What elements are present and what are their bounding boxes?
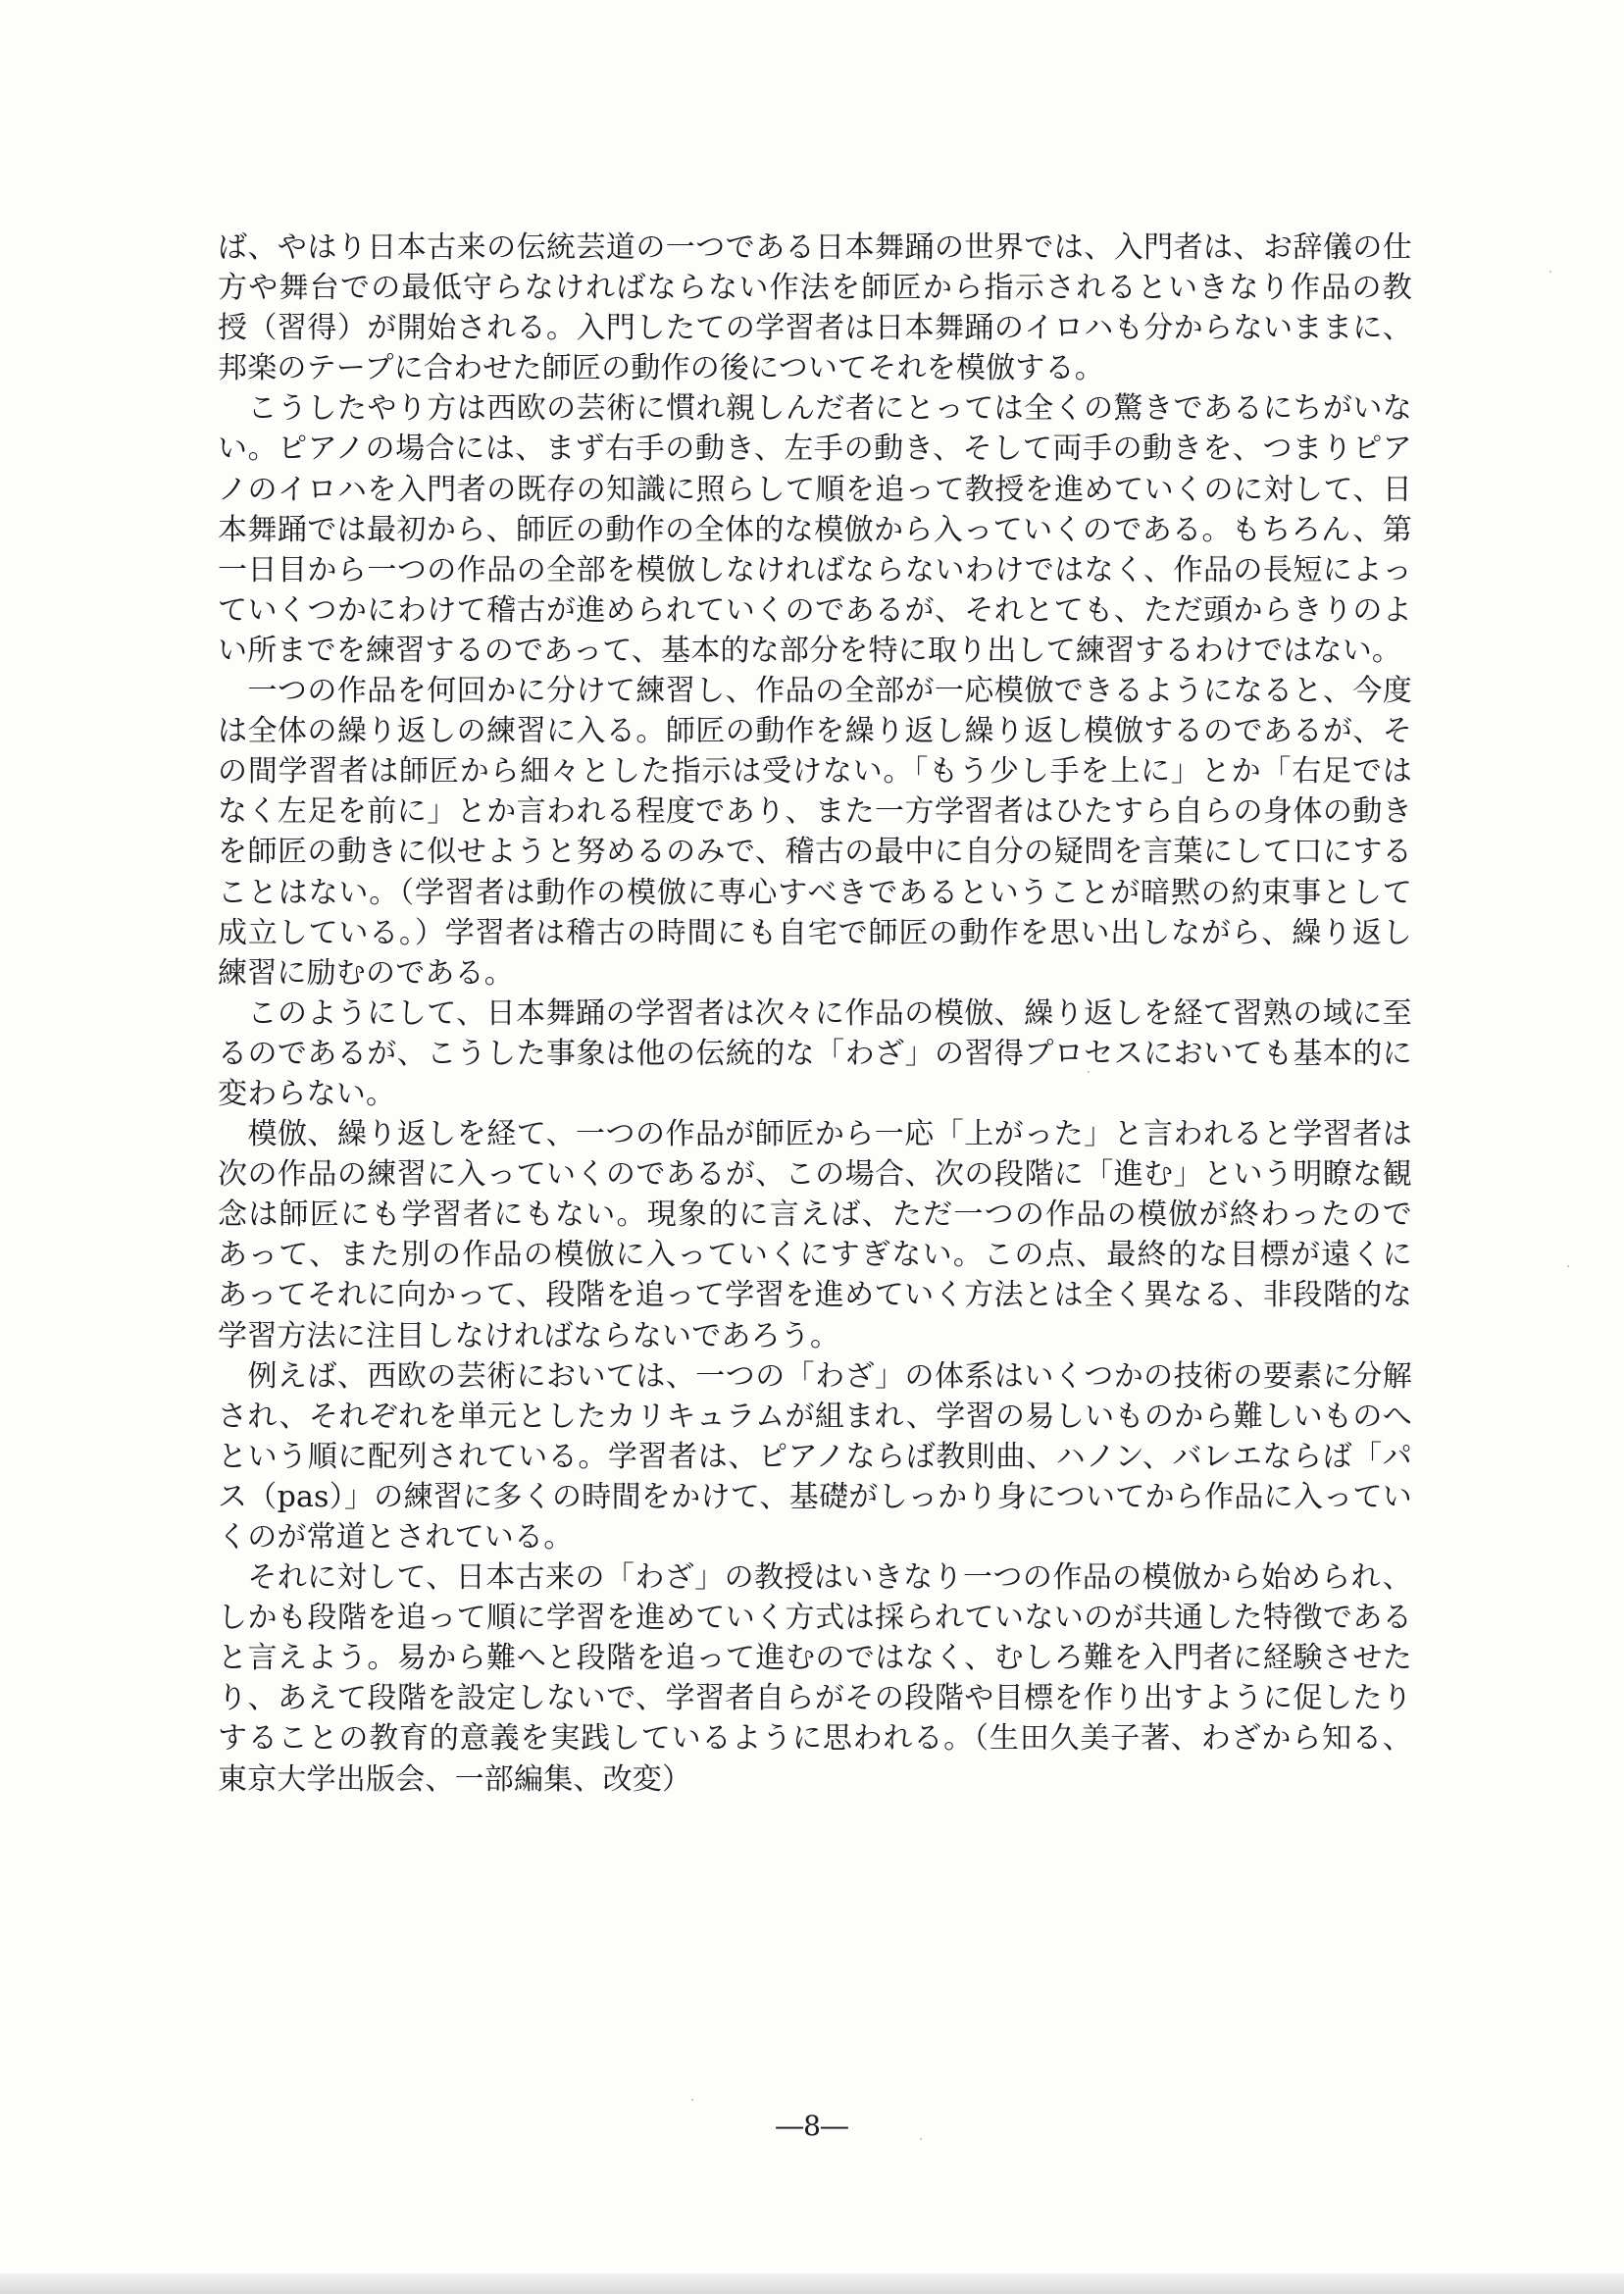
- text-line: ことはない。（学習者は動作の模倣に専心すべきであるということが暗黙の約束事として: [218, 875, 1412, 910]
- text-line: 本舞踊では最初から、師匠の動作の全体的な模倣から入っていくのである。もちろん、第: [218, 512, 1412, 547]
- text-line: それに対して、日本古来の「わざ」の教授はいきなり一つの作品の模倣から始められ、: [218, 1560, 1412, 1596]
- text-line: を師匠の動きに似せようと努めるのみで、稽古の最中に自分の疑問を言葉にして口にする: [218, 835, 1412, 870]
- scan-speck: [1549, 271, 1551, 273]
- text-line: ノのイロハを入門者の既存の知識に照らして順を追って教授を進めていくのに対して、日: [218, 472, 1412, 507]
- text-line: い所までを練習するのであって、基本的な部分を特に取り出して練習するわけではない。: [218, 633, 1402, 668]
- body-text: [218, 228, 1412, 1800]
- text-line: され、それぞれを単元としたカリキュラムが組まれ、学習の易しいものから難しいものへ: [218, 1399, 1412, 1434]
- text-line: あって、また別の作品の模倣に入っていくにすぎない。この点、最終的な目標が遠くに: [218, 1238, 1412, 1273]
- scan-speck: [691, 2099, 693, 2101]
- scan-speck: [1567, 1265, 1569, 1267]
- text-line: という順に配列されている。学習者は、ピアノならば教則曲、ハノン、バレエならば「パ: [218, 1439, 1412, 1474]
- text-line: しかも段階を追って順に学習を進めていく方式は採られていないのが共通した特徴である: [218, 1601, 1412, 1636]
- scan-speck: [920, 2138, 922, 2140]
- text-line: 例えば、西欧の芸術においては、一つの「わざ」の体系はいくつかの技術の要素に分解: [218, 1358, 1412, 1394]
- text-line: 学習方法に注目しなければならないであろう。: [218, 1318, 840, 1353]
- text-line: 念は師匠にも学習者にもない。現象的に言えば、ただ一つの作品の模倣が終わったので: [218, 1198, 1412, 1233]
- text-line: 練習に励むのである。: [218, 955, 514, 991]
- scan-bottom-edge: [0, 2273, 1624, 2294]
- text-line: ば、やはり日本古来の伝統芸道の一つである日本舞踊の世界では、入門者は、お辞儀の仕: [218, 230, 1412, 265]
- text-line: 授（習得）が開始される。入門したての学習者は日本舞踊のイロハも分からないままに、: [218, 311, 1412, 346]
- text-line: 東京大学出版会、一部編集、改変）: [218, 1761, 692, 1797]
- text-line: の間学習者は師匠から細々とした指示は受けない。「もう少し手を上に」とか「右足では: [218, 754, 1412, 790]
- text-line: り、あえて段階を設定しないで、学習者自らがその段階や目標を作り出すように促したり: [218, 1681, 1412, 1716]
- text-line: こうしたやり方は西欧の芸術に慣れ親しんだ者にとっては全くの驚きであるにちがいな: [218, 391, 1412, 427]
- text-line: なく左足を前に」とか言われる程度であり、また一方学習者はひたすら自らの身体の動き: [218, 794, 1412, 830]
- text-line: 次の作品の練習に入っていくのであるが、この場合、次の段階に「進む」という明瞭な観: [218, 1157, 1412, 1193]
- text-line: くのが常道とされている。: [218, 1520, 574, 1555]
- text-line: 邦楽のテープに合わせた師匠の動作の後についてそれを模倣する。: [218, 351, 1104, 386]
- scan-speck: [1088, 1071, 1090, 1073]
- text-line: ス（pas）」の練習に多くの時間をかけて、基礎がしっかり身についてから作品に入ってい: [218, 1479, 1412, 1514]
- text-line: 模倣、繰り返しを経て、一つの作品が師匠から一応「上がった」と言われると学習者は: [218, 1117, 1412, 1152]
- text-line: るのであるが、こうした事象は他の伝統的な「わざ」の習得プロセスにおいても基本的に: [218, 1036, 1412, 1071]
- page-number: ―8―: [776, 2110, 848, 2142]
- text-line: あってそれに向かって、段階を追って学習を進めていく方法とは全く異なる、非段階的な: [218, 1278, 1412, 1313]
- text-line: 成立している。）学習者は稽古の時間にも自宅で師匠の動作を思い出しながら、繰り返し: [218, 915, 1412, 950]
- text-line: 方や舞台での最低守らなければならない作法を師匠から指示されるといきなり作品の教: [218, 271, 1412, 306]
- text-line: このようにして、日本舞踊の学習者は次々に作品の模倣、繰り返しを経て習熟の域に至: [218, 995, 1412, 1031]
- text-line: ていくつかにわけて稽古が進められていくのであるが、それとても、ただ頭からきりのよ: [218, 592, 1412, 628]
- text-line: することの教育的意義を実践しているように思われる。（生田久美子著、わざから知る、: [218, 1721, 1412, 1757]
- text-line: 変わらない。: [218, 1076, 396, 1111]
- text-line: 一日目から一つの作品の全部を模倣しなければならないわけではなく、作品の長短によっ: [218, 552, 1412, 587]
- text-line: と言えよう。易から難へと段階を追って進むのではなく、むしろ難を入門者に経験させた: [218, 1641, 1412, 1676]
- text-line: 一つの作品を何回かに分けて練習し、作品の全部が一応模倣できるようになると、今度: [218, 674, 1412, 709]
- text-line: は全体の繰り返しの練習に入る。師匠の動作を繰り返し繰り返し模倣するのであるが、そ: [218, 714, 1412, 749]
- text-line: い。ピアノの場合には、まず右手の動き、左手の動き、そして両手の動きを、つまりピア: [218, 432, 1412, 467]
